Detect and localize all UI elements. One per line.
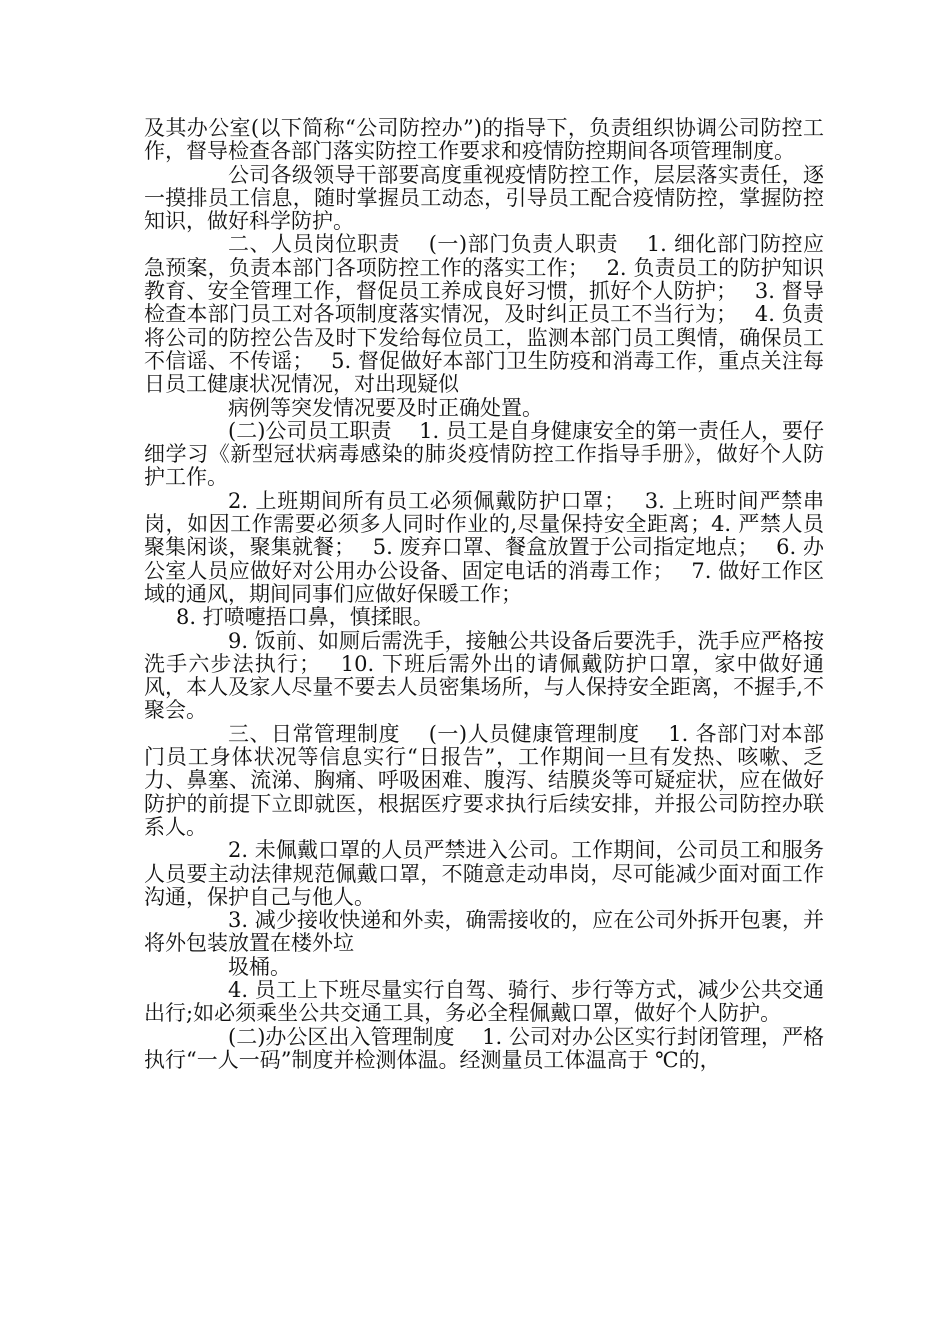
paragraph-continuation-bin: 圾桶。 [228,954,291,979]
paragraph-section-three-health: 三、日常管理制度 (一)人员健康管理制度 1. 各部门对本部门员工身体状况等信息实行“日报告”，工作期间一旦有发热、咳嗽、乏力、鼻塞、流涕、胸痛、呼吸困难、腹泻、结膜炎等可疑症状，应在做好防护的前提下立即就医，根据医疗要求执行后续安排，并报公司防控办联系人。 [144,721,824,839]
paragraph-continuation-cases: 病例等突发情况要及时正确处置。 [228,395,543,420]
paragraph-leaders: 公司各级领导干部要高度重视疫情防控工作，层层落实责任，逐一摸排员工信息，随时掌握员工动态，引导员工配合疫情防控，掌握防控知识，做好科学防护。 [144,162,824,234]
paragraph-office-access: (二)办公区出入管理制度 1. 公司对办公区实行封闭管理，严格执行“一人一码”制度并检测体温。经测量员工体温高于 ℃的， [144,1024,824,1072]
paragraph-commute-rule: 4. 员工上下班尽量实行自驾、骑行、步行等方式，减少公共交通出行;如必须乘坐公共交通工具，务必全程佩戴口罩，做好个人防护。 [144,977,824,1026]
paragraph-work-rules: 2. 上班期间所有员工必须佩戴防护口罩； 3. 上班时间严禁串岗，如因工作需要必须多人同时作业的,尽量保持安全距离；4. 严禁人员聚集闲谈，聚集就餐； 5. 废弃口罩、餐盒放置于公司指定地点； 6. 办公室人员应做好对公用办公设备、固定电话的消毒工作； 7. 做好工作区域的通风，期间同事们应做好保暖工作； [144,488,824,606]
paragraph-sneeze-rule: 8. 打喷嚏捂口鼻，慎揉眼。 [176,605,434,630]
paragraph-employee-duties: (二)公司员工职责 1. 员工是自身健康安全的第一责任人，要仔细学习《新型冠状病毒感染的肺炎疫情防控工作指导手册》，做好个人防护工作。 [144,418,824,490]
paragraph-section-two-duties: 二、人员岗位职责 (一)部门负责人职责 1. 细化部门防控应急预案，负责本部门各项防控工作的落实工作； 2. 负责员工的防护知识教育、安全管理工作，督促员工养成良好习惯，抓好个人防护； 3. 督导检查本部门员工对各项制度落实情况，及时纠正员工不当行为； 4. 负责将公司的防控公告及时下发给每位员工，监测本部门员工舆情，确保员工不信谣、不传谣； 5. 督促做好本部门卫生防疫和消毒工作，重点关注每日员工健康状况情况，对出现疑似 [144,232,824,397]
paragraph-hygiene-rules: 9. 饭前、如厕后需洗手，接触公共设备后要洗手，洗手应严格按洗手六步法执行； 10. 下班后需外出的请佩戴防护口罩，家中做好通风，本人及家人尽量不要去人员密集场所，与人保持安全距离，不握手,不聚会。 [144,628,824,723]
paragraph-intro: 及其办公室(以下简称“公司防控办”)的指导下，负责组织协调公司防控工作，督导检查各部门落实防控工作要求和疫情防控期间各项管理制度。 [144,116,824,164]
document-body [144,117,824,1072]
paragraph-delivery-rule: 3. 减少接收快递和外卖，确需接收的，应在公司外拆开包裹，并将外包装放置在楼外垃 [144,908,824,956]
paragraph-mask-rule: 2. 未佩戴口罩的人员严禁进入公司。工作期间，公司员工和服务人员要主动法律规范佩戴口罩，不随意走动串岗，尽可能减少面对面工作沟通，保护自己与他人。 [144,838,824,909]
